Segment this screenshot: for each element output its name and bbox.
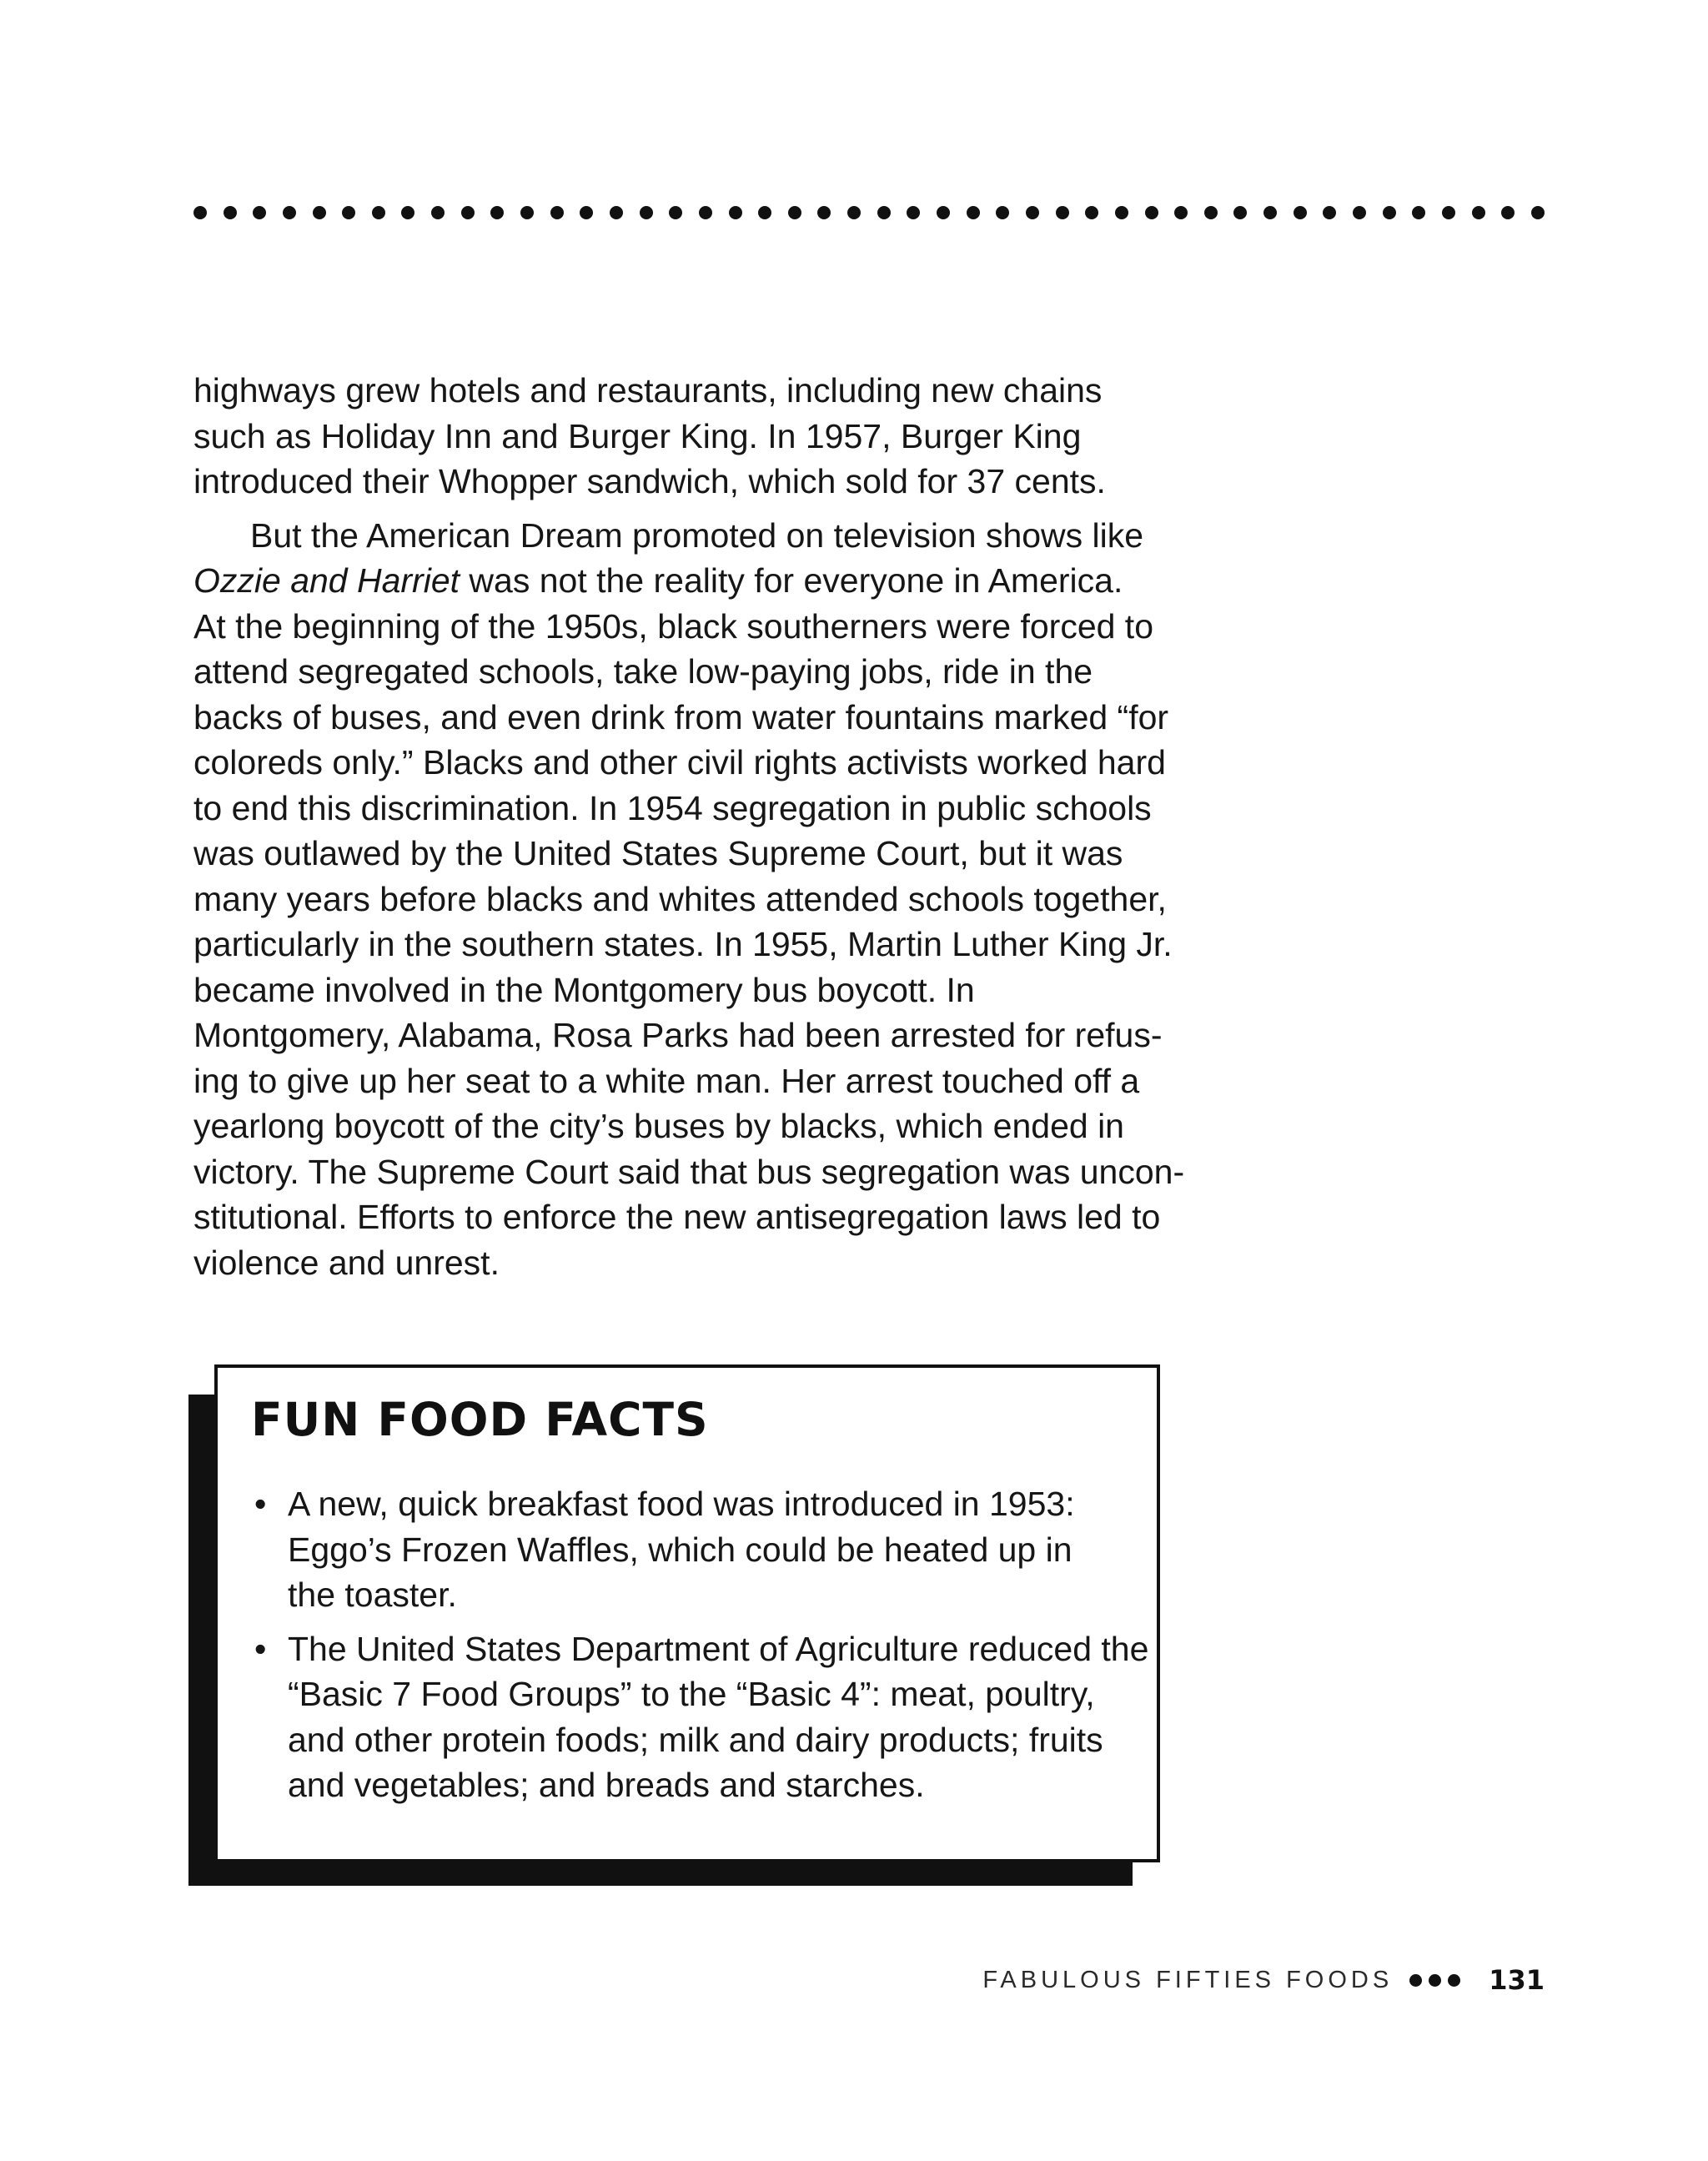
fact-line: A new, quick breakfast food was introduced in 1953: [288, 1485, 1075, 1523]
dot-icon [1145, 206, 1158, 219]
dot-icon [1472, 206, 1485, 219]
bullet-icon: • [254, 1485, 267, 1523]
text-line: yearlong boycott of the city’s buses by blacks, which ended in [193, 1107, 1124, 1145]
dot-icon [1501, 206, 1515, 219]
dot-icon [1448, 1974, 1460, 1987]
text-line: attend segregated schools, take low-paying jobs, ride in the [193, 652, 1093, 691]
text-line: stitutional. Efforts to enforce the new antisegregation laws led to [193, 1198, 1161, 1236]
dot-icon [1085, 206, 1098, 219]
footer-dots [1409, 1974, 1467, 1987]
text-line: to end this discrimination. In 1954 segregation in public schools [193, 788, 1152, 827]
dot-icon [1429, 1974, 1441, 1987]
fact-line: the toaster. [288, 1576, 457, 1614]
text-line: victory. The Supreme Court said that bus segregation was uncon- [193, 1152, 1185, 1191]
dot-icon [699, 206, 712, 219]
dot-icon [313, 206, 326, 219]
dot-icon [520, 206, 534, 219]
text-line: particularly in the southern states. In 1955, Martin Luther King Jr. [193, 925, 1173, 963]
dot-icon [1263, 206, 1277, 219]
bullet-icon: • [254, 1629, 267, 1668]
dot-icon [1026, 206, 1039, 219]
dot-icon [1323, 206, 1336, 219]
text-line: At the beginning of the 1950s, black southerners were forced to [193, 606, 1154, 646]
fact-line: Eggo’s Frozen Waffles, which could be heated up in [288, 1530, 1073, 1569]
fun-food-facts-sidebar [188, 1364, 1160, 1886]
dot-icon [1174, 206, 1188, 219]
dot-icon [729, 206, 742, 219]
dot-icon [640, 206, 653, 219]
facts-list [251, 1481, 1149, 1817]
text-line: Montgomery, Alabama, Rosa Parks had been arrested for refus- [193, 1016, 1163, 1054]
page-footer [982, 1963, 1545, 1997]
dot-icon [937, 206, 950, 219]
dot-icon [1204, 206, 1218, 219]
fact-line: The United States Department of Agriculture reduced the [288, 1629, 1149, 1668]
dot-icon [193, 206, 207, 219]
dot-icon [490, 206, 504, 219]
text-line: But the American Dream promoted on television shows like [250, 515, 1144, 555]
dot-icon [283, 206, 296, 219]
text-fragment: was not the reality for everyone in America. [460, 561, 1123, 600]
dot-icon [1115, 206, 1128, 219]
dot-icon [372, 206, 385, 219]
text-line: coloreds only.” Blacks and other civil rights activists worked hard [193, 743, 1166, 781]
dot-icon [1294, 206, 1307, 219]
dot-icon [907, 206, 920, 219]
dot-icon [1442, 206, 1455, 219]
dot-icon [1353, 206, 1366, 219]
dot-icon [847, 206, 861, 219]
page-number: 131 [1489, 1964, 1545, 1996]
running-head: FABULOUS FIFTIES FOODS [982, 1966, 1394, 1993]
dot-icon [550, 206, 564, 219]
text-line: ing to give up her seat to a white man. Her arrest touched off a [193, 1061, 1140, 1100]
dot-icon [817, 206, 831, 219]
sidebar-box [214, 1364, 1160, 1862]
fact-item [251, 1481, 1135, 1618]
text-line: introduced their Whopper sandwich, which sold for 37 cents. [193, 462, 1106, 500]
dot-icon [224, 206, 237, 219]
dot-icon [1056, 206, 1069, 219]
fact-line: “Basic 7 Food Groups” to the “Basic 4”: meat, poultry, [288, 1675, 1095, 1713]
dot-icon [669, 206, 682, 219]
dot-icon [401, 206, 414, 219]
dot-icon [580, 206, 593, 219]
show-title: Ozzie and Harriet [193, 561, 460, 600]
dot-icon [1383, 206, 1396, 219]
dot-icon [1233, 206, 1247, 219]
dot-icon [758, 206, 771, 219]
sidebar-title: FUN FOOD FACTS [251, 1393, 709, 1446]
dot-icon [1531, 206, 1545, 219]
fact-line: and other protein foods; milk and dairy products; fruits [288, 1720, 1103, 1759]
dot-icon [788, 206, 801, 219]
dot-icon [877, 206, 891, 219]
text-line: became involved in the Montgomery bus boycott. In [193, 970, 975, 1009]
dot-icon [967, 206, 980, 219]
text-line: many years before blacks and whites attended schools together, [193, 879, 1167, 918]
text-line: was outlawed by the United States Supreme Court, but it was [193, 834, 1123, 872]
fact-line: and vegetables; and breads and starches. [288, 1766, 925, 1804]
body-text [193, 368, 1194, 1285]
dot-icon [996, 206, 1009, 219]
dot-icon [1412, 206, 1425, 219]
dot-icon [461, 206, 475, 219]
dot-icon [431, 206, 445, 219]
text-line: highways grew hotels and restaurants, including new chains [193, 371, 1103, 410]
text-line [193, 558, 1194, 604]
paragraph-1 [193, 368, 1194, 505]
paragraph-2 [193, 513, 1194, 1286]
dot-icon [610, 206, 623, 219]
text-line: backs of buses, and even drink from water fountains marked “for [193, 697, 1169, 736]
text-line: such as Holiday Inn and Burger King. In 1957, Burger King [193, 416, 1082, 455]
text-line: violence and unrest. [193, 1243, 500, 1282]
fact-item [251, 1626, 1149, 1808]
dotted-rule [193, 205, 1545, 220]
dot-icon [342, 206, 355, 219]
dot-icon [1409, 1974, 1422, 1987]
dot-icon [253, 206, 266, 219]
